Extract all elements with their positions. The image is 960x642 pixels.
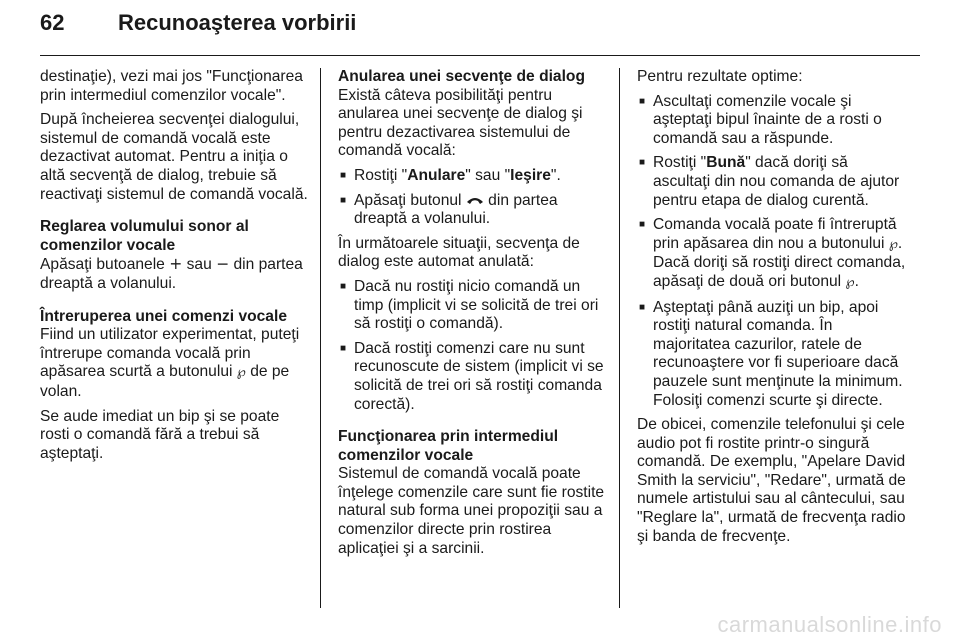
bullet-list [637, 93, 909, 411]
text-run: Rostiţi " [354, 166, 408, 184]
text-run: Fiind un utilizator experimentat, puteţi întrerupe comanda vocală prin apăsarea scurtă a butonului [40, 326, 300, 381]
text-run: Apăsaţi butoanele [40, 256, 170, 274]
text-run: " sau " [465, 166, 511, 184]
plus-icon: + [169, 255, 183, 274]
header-divider [40, 55, 920, 56]
column-left [40, 68, 310, 469]
paragraph: Pentru rezultate optime: [637, 68, 803, 85]
text-run: din partea dreaptă a volanului. [40, 256, 303, 292]
paragraph: De obicei, comenzile telefonului şi cele audio pot fi rostite printr-o singură comandă. De exemplu, "Apelare David Smith la serviciu", "Redare", urmată de numele artistului sau al cântecului, sau "Reglare la", urmată de frecvenţa radio şi banda de frecvenţe. [637, 416, 906, 545]
text-run: . [854, 272, 859, 290]
list-item: ■ Ascultaţi comenzile vocale şi aşteptaţi bipul înainte de a rosti o comandă sau a răspunde. [637, 93, 909, 149]
list-item [338, 167, 608, 186]
section-heading: Funcţionarea prin intermediul comenzilor vocale [338, 428, 559, 464]
command-word: Ieşire [510, 166, 551, 184]
text-run: de pe volan. [40, 363, 290, 400]
minus-icon: − [216, 255, 230, 274]
list-item [338, 192, 608, 229]
voice-command-icon: ℘ [236, 365, 246, 381]
paragraph: După încheierea secvenţei dialogului, sistemul de comandă vocală este dezactivat automat. Pentru a iniţia o altă secvenţă de dialog, trebuie să reactivaţi sistemul de comandă vocală. [40, 111, 308, 203]
text-run: . Dacă doriţi să rostiţi direct comanda, apăsaţi de două ori butonul [653, 234, 906, 290]
text-run: sau [182, 256, 217, 274]
page-number: 62 [40, 10, 65, 35]
voice-command-icon: ℘ [845, 274, 855, 290]
command-word: Bună [706, 154, 746, 172]
list-item: ■ Dacă nu rostiţi nicio comandă un timp (implicit vi se solicită de trei ori să rostiţi o comandă). [338, 278, 608, 334]
column-divider [619, 68, 620, 608]
watermark: carmanualsonline.info [717, 612, 942, 637]
list-item [637, 154, 909, 210]
text-run: ". [550, 166, 561, 184]
section-heading: Reglarea volumului sonor al comenzilor vocale [40, 218, 249, 254]
text-run: Rostiţi " [653, 154, 707, 172]
text-run: Apăsaţi butonul [354, 191, 466, 209]
section-heading: Întreruperea unei comenzi vocale [40, 307, 287, 325]
paragraph [40, 255, 310, 293]
text-run: din partea dreaptă a volanului. [354, 191, 558, 228]
bullet-list [338, 278, 608, 414]
paragraph: Sistemul de comandă vocală poate înţelege comenzile care sunt fie rostite natural sub forma unei propoziţii sau a comenzilor directe prin rostirea aplicaţiei şi a sarcinii. [338, 465, 605, 557]
list-item: ■ Dacă rostiţi comenzi care nu sunt recunoscute de sistem (implicit vi se solicită de trei ori să rostiţi comanda corectă). [338, 340, 608, 414]
text-run: " dacă doriţi să ascultaţi din nou comanda de ajutor pentru etapa de dialog curentă. [653, 154, 900, 209]
paragraph: destinaţie), vezi mai jos "Funcţionarea prin intermediul comenzilor vocale". [40, 68, 303, 104]
paragraph: Se aude imediat un bip şi se poate rosti o comandă fără a trebui să aşteptaţi. [40, 407, 280, 462]
paragraph: Există câteva posibilităţi pentru anularea unei secvenţe de dialog şi pentru dezactivarea sistemului de comandă vocală: [338, 86, 583, 160]
text-run: Comanda vocală poate fi întreruptă prin apăsarea din nou a butonului [653, 216, 897, 252]
page-header [40, 10, 356, 50]
end-call-icon [466, 192, 484, 209]
page-title: Recunoaşterea vorbirii [118, 10, 357, 35]
voice-command-icon: ℘ [888, 236, 898, 252]
column-right [637, 68, 909, 552]
column-divider [320, 68, 321, 608]
paragraph [40, 326, 310, 401]
bullet-list [338, 167, 608, 229]
column-middle [338, 68, 608, 564]
list-item [637, 216, 909, 292]
section-heading: Anularea unei secvenţe de dialog [338, 68, 585, 85]
paragraph: În următoarele situaţii, secvenţa de dialog este automat anulată: [338, 234, 580, 271]
command-word: Anulare [407, 166, 466, 184]
list-item: ■ Aşteptaţi până auziţi un bip, apoi rostiţi natural comanda. În majoritatea cazurilor, ratele de recunoaştere vor fi superioare dacă pauzele sunt menţinute la minimum. Folosiţi comenzi scurte şi directe. [637, 299, 909, 411]
